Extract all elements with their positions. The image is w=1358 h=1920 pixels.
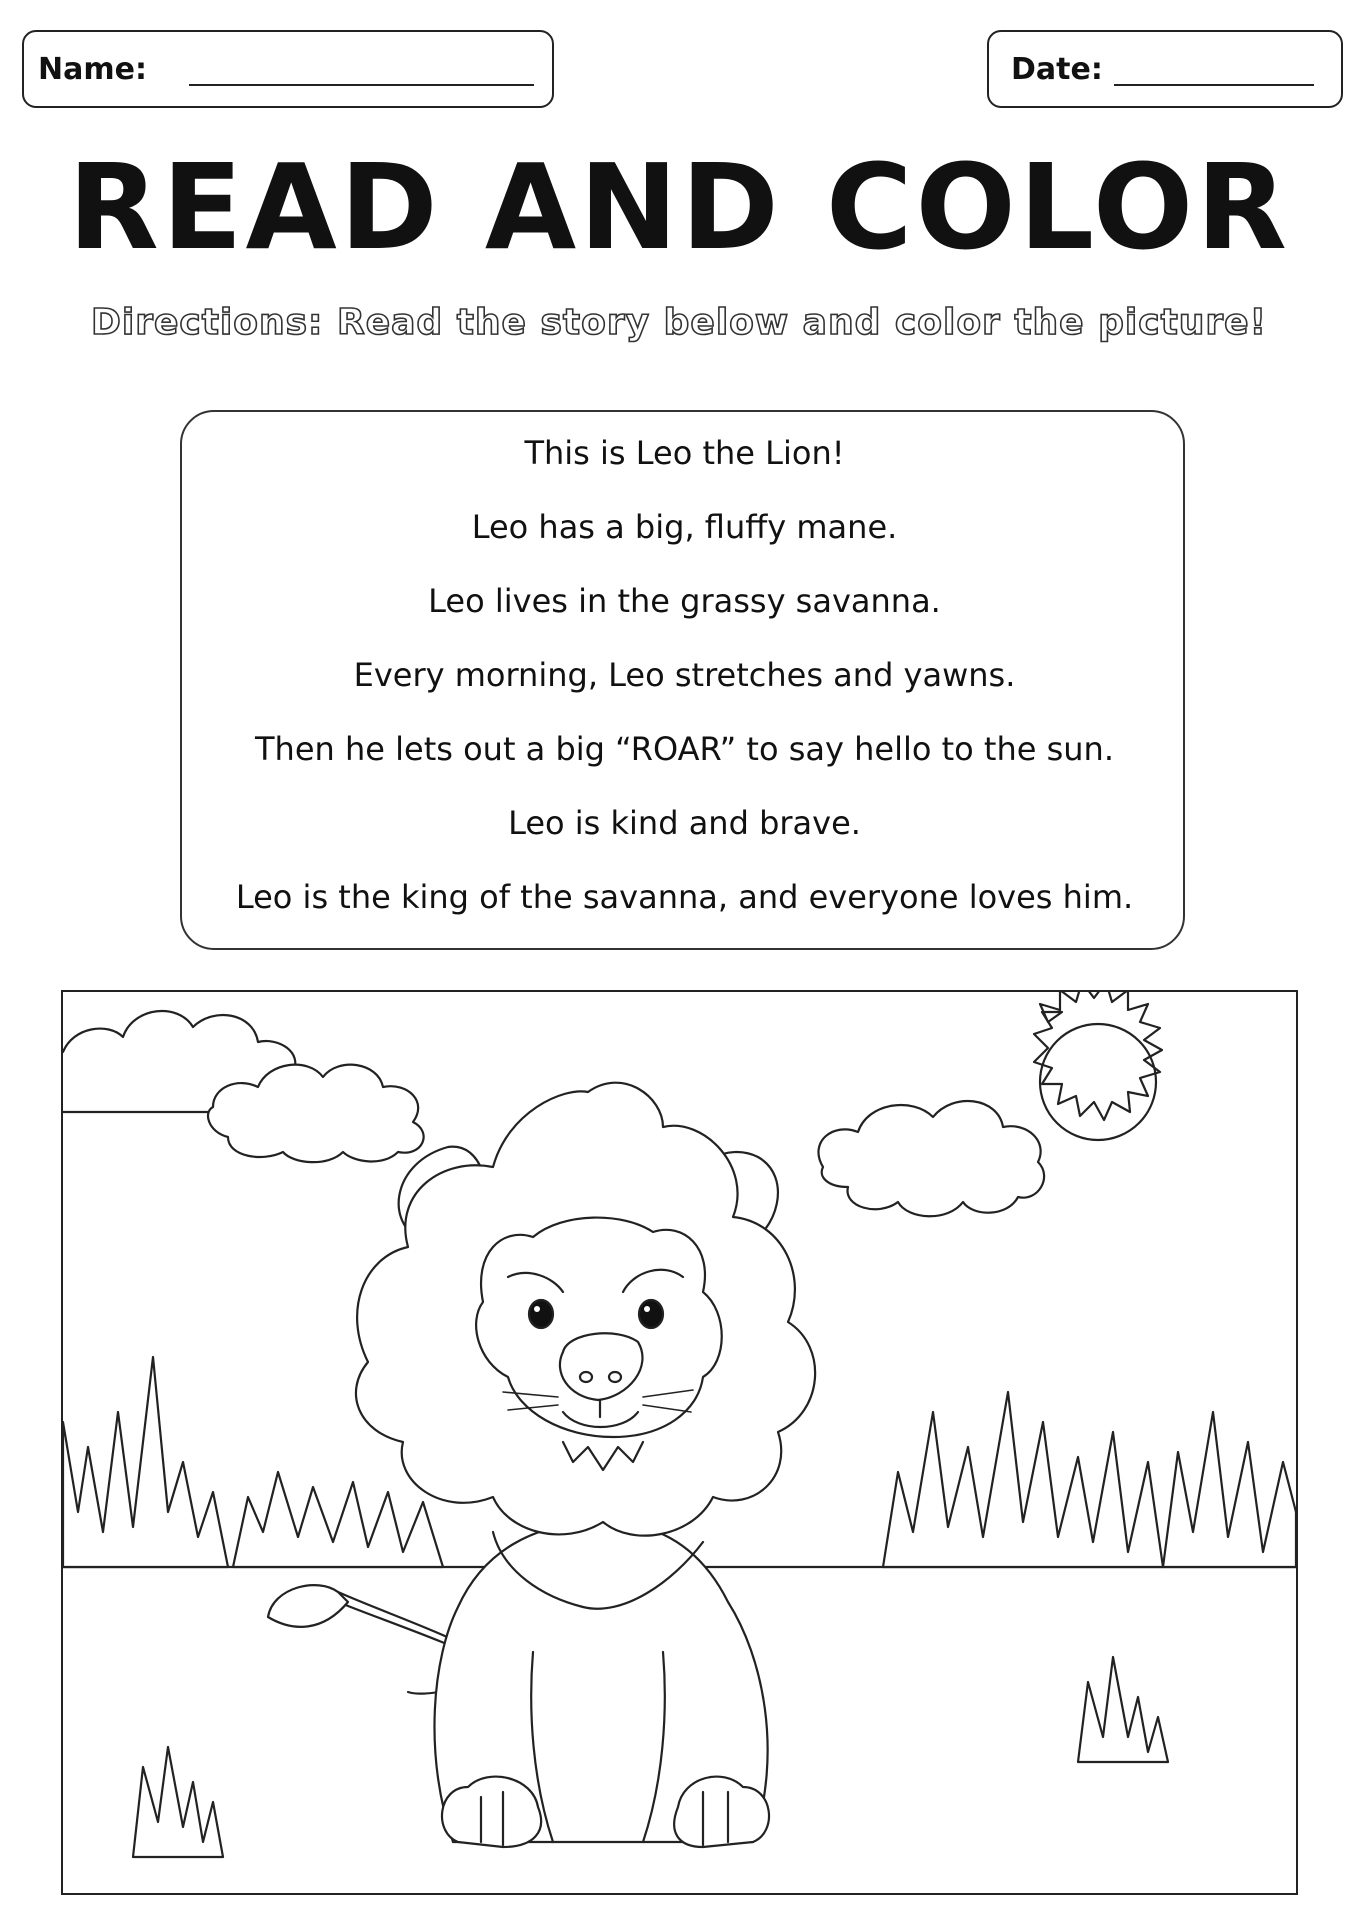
story-line: Then he lets out a big “ROAR” to say hello to the sun. (255, 730, 1114, 768)
story-line: Leo lives in the grassy savanna. (428, 582, 941, 620)
grass-icon (883, 1392, 1296, 1567)
story-box (180, 410, 1185, 950)
coloring-illustration (63, 992, 1296, 1893)
date-label: Date: (1011, 52, 1103, 87)
lion-icon (268, 1083, 815, 1847)
story-line: Leo has a big, fluffy mane. (471, 508, 898, 546)
story-line: Leo is the king of the savanna, and everyone loves him. (235, 878, 1134, 916)
cloud-icon (818, 1101, 1044, 1216)
date-field-box (987, 30, 1343, 108)
story-line: Leo is kind and brave. (508, 804, 861, 842)
story-line: This is Leo the Lion! (524, 434, 845, 472)
grass-icon (1078, 1657, 1168, 1762)
grass-icon (133, 1747, 223, 1857)
name-field-box (22, 30, 554, 108)
name-label: Name: (38, 52, 147, 87)
date-input-line[interactable] (1114, 84, 1314, 86)
sun-icon (1034, 992, 1162, 1140)
coloring-picture (61, 990, 1298, 1895)
story-line: Every morning, Leo stretches and yawns. (353, 656, 1016, 694)
name-input-line[interactable] (189, 84, 534, 86)
page-title: READ AND COLOR (68, 138, 1290, 276)
directions-text: Directions: Read the story below and color the picture! (90, 302, 1267, 343)
